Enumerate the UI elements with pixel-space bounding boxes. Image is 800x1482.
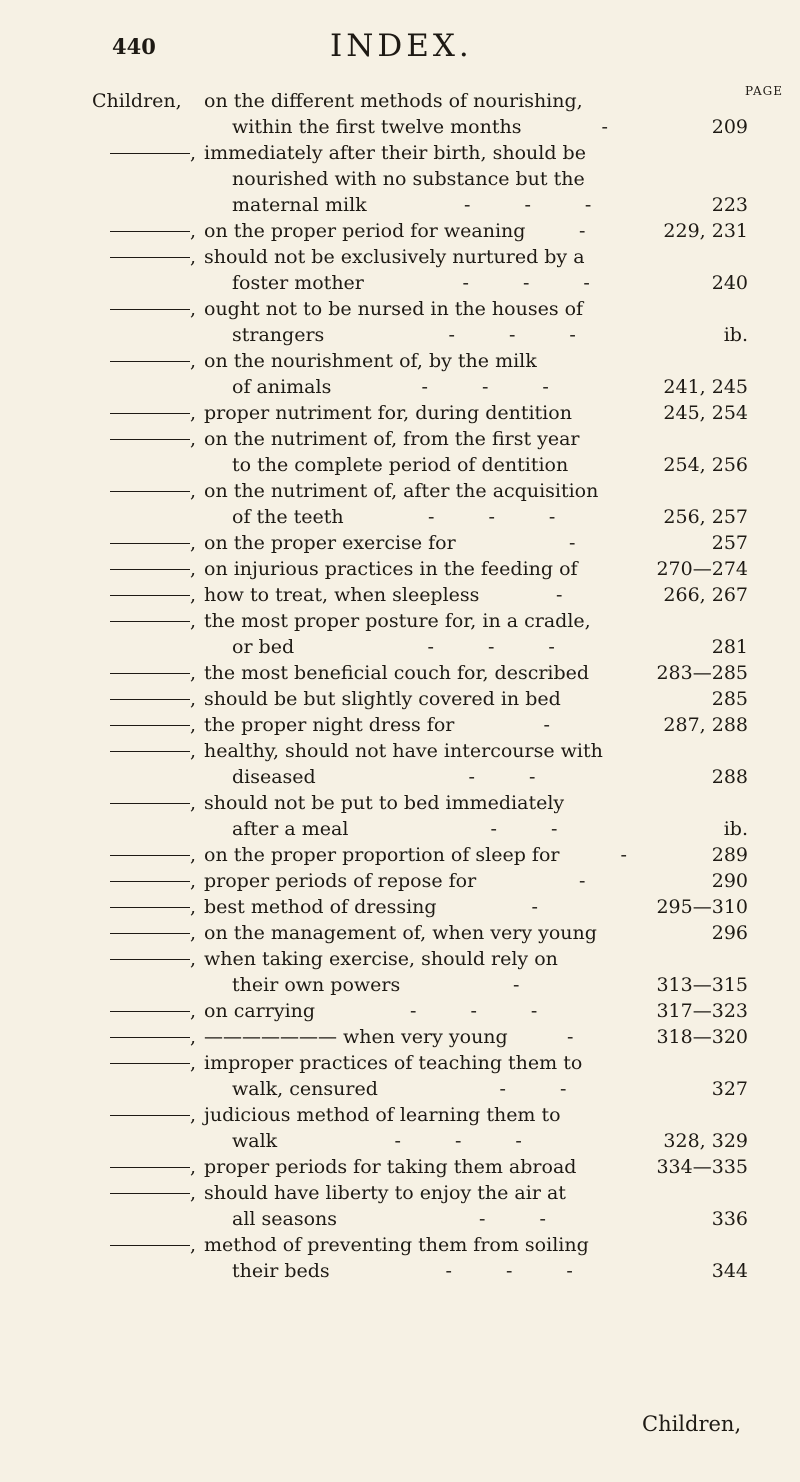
entry-text: on the proper proportion of sleep for [204,844,560,866]
entry-line [0,244,800,270]
entry-text: immediately after their birth, should be [204,142,586,164]
entry-text: proper nutriment for, during dentition [204,402,572,424]
entry-line [0,894,800,920]
ditto-rule [110,959,190,960]
entry-line [0,1024,800,1050]
ditto-rule [110,257,190,258]
index-entry [0,712,800,738]
entry-line [0,816,800,842]
index-entry [0,998,800,1024]
heading-word: Children, [92,90,182,112]
index-entry [0,1050,800,1102]
entry-text: the most proper posture for, in a cradle, [204,610,591,632]
entry-line [0,582,800,608]
ditto-rule [110,361,190,362]
entry-line [0,1102,800,1128]
ditto-comma: , [190,610,197,632]
entry-line [0,946,800,972]
entry-line [0,1180,800,1206]
entry-text: should have liberty to enjoy the air at [204,1182,566,1204]
entry-line [0,218,800,244]
ditto-comma: , [190,402,197,424]
leader-dashes: - [569,532,600,554]
ditto-comma: , [190,246,197,268]
index-entry [0,790,800,842]
page-reference: 296 [711,922,748,944]
entry-text: on the management of, when very young [204,922,597,944]
entry-line [0,972,800,998]
entry-line [0,1128,800,1154]
entry-text: of animals [232,376,332,398]
ditto-comma: , [190,740,197,762]
entry-line [0,738,800,764]
entry-text: nourished with no substance but the [232,168,585,190]
index-entry [0,1154,800,1180]
entry-line [0,1154,800,1180]
ditto-comma: , [190,1052,197,1074]
page-reference: 287, 288 [663,714,748,736]
index-entry [0,556,800,582]
page-reference: 241, 245 [663,376,748,398]
entry-line [0,920,800,946]
entry-line [0,140,800,166]
ditto-rule [110,1245,190,1246]
entry-line [0,608,800,634]
leader-dashes: - [531,896,562,918]
ditto-comma: , [190,662,197,684]
entry-text: foster mother [232,272,364,294]
page-reference: 285 [711,688,748,710]
ditto-comma: , [190,870,197,892]
entry-text: judicious method of learning them to [204,1104,561,1126]
ditto-rule [110,1115,190,1116]
ditto-comma: , [190,1026,197,1048]
index-entry [0,1232,800,1284]
page-reference: 290 [711,870,748,892]
ditto-rule [110,439,190,440]
entry-text: how to treat, when sleepless [204,584,480,606]
entry-text: on carrying [204,1000,316,1022]
leader-dashes: - - - [410,1000,562,1022]
entry-text: ——————— when very young [204,1026,508,1048]
leader-dashes: - - - [428,506,580,528]
entry-text: to the complete period of dentition [232,454,569,476]
ditto-rule [110,595,190,596]
index-entry [0,920,800,946]
entry-text: improper practices of teaching them to [204,1052,583,1074]
page-reference: 254, 256 [663,454,748,476]
ditto-comma: , [190,948,197,970]
ditto-rule [110,803,190,804]
leader-dashes: - - - [462,272,614,294]
entry-text: healthy, should not have intercourse with [204,740,603,762]
index-entry [0,478,800,530]
leader-dashes: - - - [394,1130,546,1152]
entry-text: on the proper exercise for [204,532,456,554]
page-reference: 327 [711,1078,748,1100]
index-entry [0,582,800,608]
page-reference: 223 [711,194,748,216]
ditto-rule [110,881,190,882]
index-entry [0,530,800,556]
page-reference: 344 [711,1260,748,1282]
ditto-comma: , [190,896,197,918]
entry-text: on the proper period for weaning [204,220,526,242]
entry-line [0,166,800,192]
entry-line [0,400,800,426]
entry-text: diseased [232,766,316,788]
ditto-rule [110,309,190,310]
index-entry [0,88,800,140]
entry-line [0,660,800,686]
ditto-rule [110,907,190,908]
entry-text: walk [232,1130,278,1152]
index-entry [0,426,800,478]
index-entries [0,88,800,1284]
index-entry [0,1024,800,1050]
ditto-rule [110,569,190,570]
leader-dashes: - - - [427,636,579,658]
entry-line [0,764,800,790]
entry-line [0,1206,800,1232]
page-reference: 313—315 [656,974,748,996]
page-reference: ib. [723,324,748,346]
page-reference: 295—310 [656,896,748,918]
page-reference: 270—274 [656,558,748,580]
page-title: INDEX. [330,28,473,64]
entry-text: best method of dressing [204,896,437,918]
ditto-rule [110,673,190,674]
ditto-rule [110,153,190,154]
entry-line [0,712,800,738]
page-number: 440 [112,34,156,59]
entry-text: all seasons [232,1208,338,1230]
index-entry [0,400,800,426]
leader-dashes: - - [490,818,582,840]
page-reference: 328, 329 [663,1130,748,1152]
page-reference: 245, 254 [663,402,748,424]
ditto-rule [110,231,190,232]
entry-line [0,1232,800,1258]
ditto-comma: , [190,428,197,450]
entry-line [0,634,800,660]
entry-text: walk, censured [232,1078,378,1100]
leader-dashes: - [543,714,574,736]
page-reference: 209 [711,116,748,138]
entry-line [0,790,800,816]
entry-line [0,114,800,140]
entry-text: proper periods of repose for [204,870,477,892]
index-entry [0,868,800,894]
ditto-rule [110,725,190,726]
entry-text: should be but slightly covered in bed [204,688,561,710]
leader-dashes: - - - [421,376,573,398]
entry-line [0,426,800,452]
page-reference: 336 [711,1208,748,1230]
page-reference: ib. [723,818,748,840]
entry-line [0,686,800,712]
index-entry [0,660,800,686]
entry-line [0,1076,800,1102]
page-reference: 318—320 [656,1026,748,1048]
index-entry [0,244,800,296]
entry-text: strangers [232,324,325,346]
ditto-comma: , [190,1156,197,1178]
entry-text: after a meal [232,818,349,840]
entry-text: maternal milk [232,194,367,216]
ditto-comma: , [190,298,197,320]
page-reference: 281 [711,636,748,658]
leader-dashes: - [579,220,610,242]
leader-dashes: - - [468,766,560,788]
entry-line [0,1258,800,1284]
entry-line [0,374,800,400]
page-reference: 256, 257 [663,506,748,528]
ditto-comma: , [190,1234,197,1256]
page-column-label: PAGE [745,84,783,98]
ditto-rule [110,1063,190,1064]
ditto-rule [110,933,190,934]
ditto-comma: , [190,844,197,866]
ditto-rule [110,1167,190,1168]
ditto-comma: , [190,142,197,164]
ditto-comma: , [190,558,197,580]
leader-dashes: - - [479,1208,570,1230]
entry-line [0,530,800,556]
entry-text: of the teeth [232,506,344,528]
entry-line [0,998,800,1024]
leader-dashes: - [601,116,632,138]
ditto-comma: , [190,350,197,372]
entry-line [0,270,800,296]
index-entry [0,1180,800,1232]
page-reference: 334—335 [656,1156,748,1178]
entry-text: method of preventing them from soiling [204,1234,589,1256]
entry-text: should not be put to bed immediately [204,792,565,814]
ditto-comma: , [190,220,197,242]
page-reference: 289 [711,844,748,866]
entry-line [0,296,800,322]
entry-text: on the nutriment of, after the acquisition [204,480,599,502]
entry-text: on the nourishment of, by the milk [204,350,537,372]
leader-dashes: - [556,584,587,606]
entry-text: the proper night dress for [204,714,455,736]
ditto-comma: , [190,922,197,944]
entry-line [0,192,800,218]
entry-line [0,452,800,478]
page-reference: 288 [711,766,748,788]
leader-dashes: - - - [448,324,600,346]
ditto-comma: , [190,1104,197,1126]
index-entry [0,348,800,400]
leader-dashes: - - - [445,1260,597,1282]
index-entry [0,1102,800,1154]
index-entry [0,140,800,218]
entry-text: ought not to be nursed in the houses of [204,298,584,320]
entry-text: proper periods for taking them abroad [204,1156,577,1178]
ditto-rule [110,543,190,544]
ditto-rule [110,855,190,856]
ditto-rule [110,413,190,414]
leader-dashes: - - [499,1078,591,1100]
entry-text: on the nutriment of, from the first year [204,428,580,450]
entry-line [0,322,800,348]
entry-text: their beds [232,1260,330,1282]
index-entry [0,842,800,868]
entry-text: the most beneficial couch for, described [204,662,590,684]
leader-dashes: - [620,844,651,866]
leader-dashes: - - - [464,194,616,216]
entry-line [0,88,800,114]
ditto-rule [110,621,190,622]
page-reference: 283—285 [656,662,748,684]
ditto-rule [110,1037,190,1038]
leader-dashes: - [513,974,544,996]
entry-text: within the first twelve months [232,116,522,138]
entry-line [0,556,800,582]
entry-line [0,478,800,504]
page-reference: 257 [711,532,748,554]
entry-line [0,348,800,374]
entry-text: their own powers [232,974,401,996]
catchword: Children, [642,1412,742,1436]
entry-line [0,504,800,530]
index-entry [0,608,800,660]
running-head [0,28,800,68]
leader-dashes: - [567,1026,598,1048]
ditto-comma: , [190,714,197,736]
page-reference: 229, 231 [663,220,748,242]
ditto-rule [110,699,190,700]
ditto-rule [110,491,190,492]
ditto-rule [110,751,190,752]
index-entry [0,946,800,998]
entry-text: on injurious practices in the feeding of [204,558,578,580]
ditto-rule [110,1193,190,1194]
ditto-comma: , [190,688,197,710]
entry-line [0,842,800,868]
entry-text: when taking exercise, should rely on [204,948,558,970]
index-entry [0,738,800,790]
entry-line [0,1050,800,1076]
entry-text: on the different methods of nourishing, [204,90,583,112]
index-entry [0,218,800,244]
index-entry [0,894,800,920]
page-reference: 266, 267 [663,584,748,606]
ditto-comma: , [190,532,197,554]
ditto-comma: , [190,1000,197,1022]
ditto-comma: , [190,584,197,606]
page-reference: 317—323 [656,1000,748,1022]
ditto-comma: , [190,792,197,814]
ditto-comma: , [190,480,197,502]
leader-dashes: - [579,870,610,892]
ditto-rule [110,1011,190,1012]
ditto-comma: , [190,1182,197,1204]
entry-text: or bed [232,636,295,658]
page-reference: 240 [711,272,748,294]
index-entry [0,296,800,348]
index-entry [0,686,800,712]
entry-line [0,868,800,894]
entry-text: should not be exclusively nurtured by a [204,246,585,268]
